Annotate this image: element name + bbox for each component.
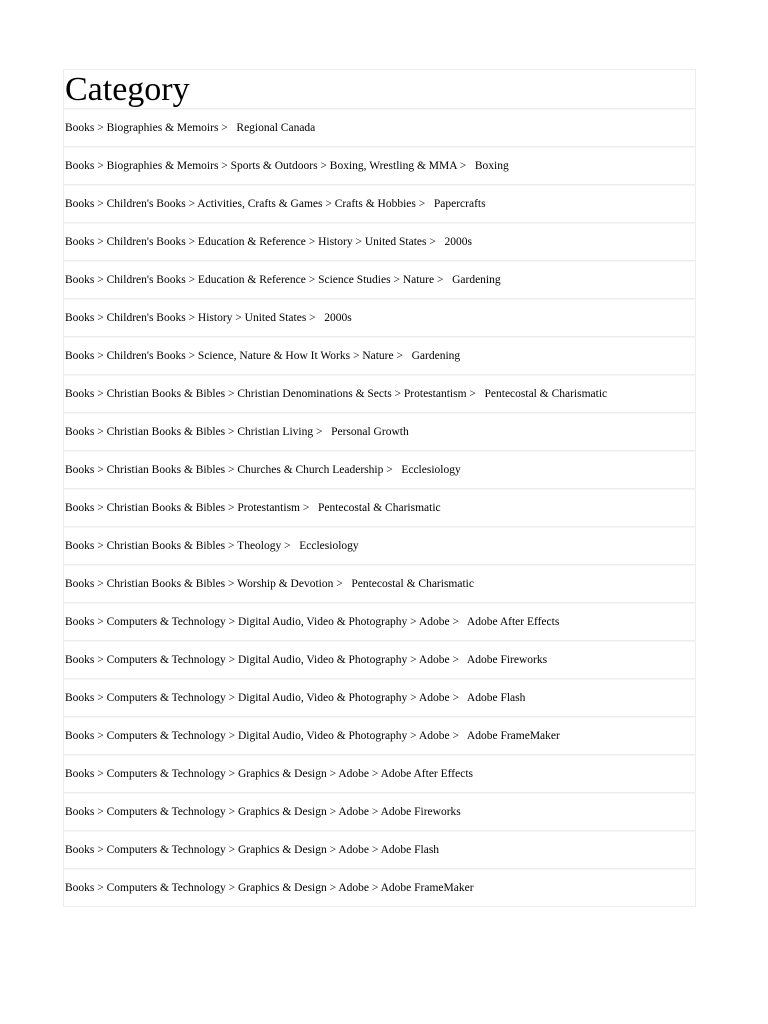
category-path: Books > Biographies & Memoirs > Sports & Outdoors > Boxing, Wrestling & MMA > Boxing (65, 160, 509, 172)
category-path: Books > Computers & Technology > Digital Audio, Video & Photography > Adobe > Adobe FrameMaker (65, 730, 560, 742)
category-path: Books > Computers & Technology > Graphics & Design > Adobe > Adobe FrameMaker (65, 882, 474, 894)
category-path: Books > Biographies & Memoirs > Regional Canada (65, 122, 316, 134)
category-path: Books > Children's Books > Education & Reference > History > United States > 2000s (65, 236, 472, 248)
category-path: Books > Christian Books & Bibles > Christian Living > Personal Growth (65, 426, 409, 438)
table-row (64, 223, 695, 261)
category-path: Books > Children's Books > Education & Reference > Science Studies > Nature > Gardening (65, 274, 501, 286)
table-row (64, 527, 695, 565)
category-path: Books > Children's Books > History > United States > 2000s (65, 312, 352, 324)
table-row (64, 565, 695, 603)
table-row (64, 831, 695, 869)
category-path: Books > Christian Books & Bibles > Christian Denominations & Sects > Protestantism > Pentecostal & Charismatic (65, 388, 608, 400)
category-path: Books > Computers & Technology > Graphics & Design > Adobe > Adobe After Effects (65, 768, 473, 780)
category-path: Books > Christian Books & Bibles > Theology > Ecclesiology (65, 540, 359, 552)
category-table (63, 69, 696, 907)
category-path: Books > Computers & Technology > Digital Audio, Video & Photography > Adobe > Adobe Fireworks (65, 654, 548, 666)
category-path: Books > Christian Books & Bibles > Worship & Devotion > Pentecostal & Charismatic (65, 578, 474, 590)
table-row (64, 147, 695, 185)
table-row (64, 375, 695, 413)
table-row (64, 755, 695, 793)
category-path: Books > Computers & Technology > Digital Audio, Video & Photography > Adobe > Adobe After Effects (65, 616, 560, 628)
table-row (64, 679, 695, 717)
category-path: Books > Computers & Technology > Graphics & Design > Adobe > Adobe Flash (65, 844, 440, 856)
category-path: Books > Computers & Technology > Graphics & Design > Adobe > Adobe Fireworks (65, 806, 461, 818)
table-row (64, 337, 695, 375)
category-path: Books > Children's Books > Science, Nature & How It Works > Nature > Gardening (65, 350, 461, 362)
category-path: Books > Children's Books > Activities, Crafts & Games > Crafts & Hobbies > Papercrafts (65, 198, 486, 210)
table-row (64, 641, 695, 679)
table-row (64, 185, 695, 223)
table-row (64, 261, 695, 299)
table-row (64, 603, 695, 641)
table-row (64, 869, 695, 907)
table-row (64, 109, 695, 147)
category-path: Books > Christian Books & Bibles > Churches & Church Leadership > Ecclesiology (65, 464, 461, 476)
table-row (64, 793, 695, 831)
page-title: Category (65, 71, 190, 108)
category-path: Books > Christian Books & Bibles > Protestantism > Pentecostal & Charismatic (65, 502, 441, 514)
table-header (64, 70, 695, 109)
category-path: Books > Computers & Technology > Digital Audio, Video & Photography > Adobe > Adobe Flash (65, 692, 526, 704)
table-row (64, 489, 695, 527)
table-row (64, 451, 695, 489)
table-row (64, 413, 695, 451)
table-row (64, 717, 695, 755)
table-row (64, 299, 695, 337)
